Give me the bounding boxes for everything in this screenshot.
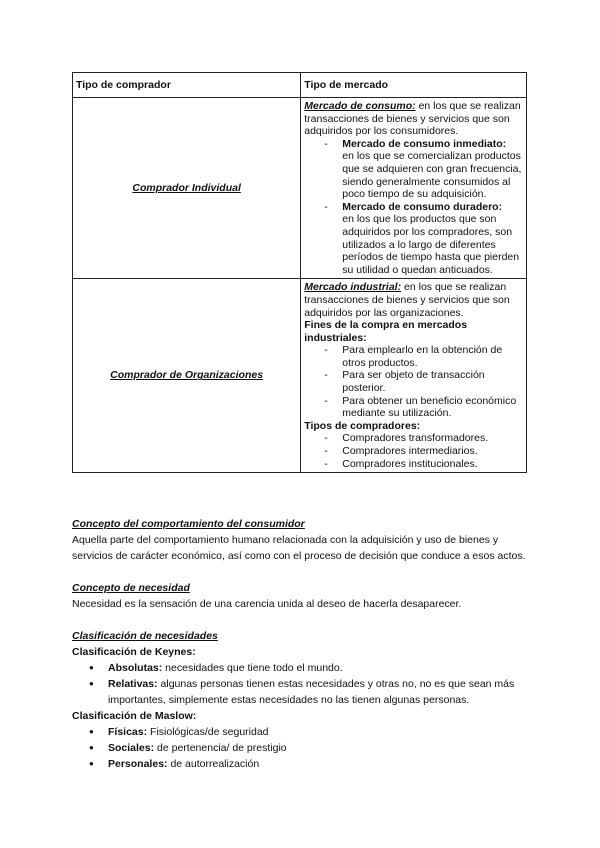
list-item: - Compradores transformadores. — [342, 432, 523, 445]
list-item: - Para obtener un beneficio económico mediante su utilización. — [342, 395, 523, 420]
list-item: ● Relativas: algunas personas tienen estas necesidades y otras no, no es que sean más importantes, simplemente estas necesidades no las tienen algunas personas. — [108, 676, 532, 708]
maslow-title: Clasificación de Maslow: — [72, 710, 197, 722]
tipos-list — [304, 432, 523, 470]
market-title: Mercado de consumo: — [304, 100, 416, 112]
keynes-title: Clasificación de Keynes: — [72, 646, 196, 658]
tipos-title: Tipos de compradores: — [304, 419, 421, 432]
list-item: - Mercado de consumo inmediato: en los que se comercializan productos que se adquieren con gran frecuencia, siendo generalmente consumidos al poco tiempo de su adquisición. — [342, 138, 523, 201]
market-desc: en los que se realizan transacciones de bienes y servicios que son adquiridos por las organizaciones. — [304, 281, 510, 319]
table-header-row — [73, 73, 527, 98]
market-title: Mercado industrial: — [304, 281, 402, 294]
section-title-comportamiento: Concepto del comportamiento del consumidor — [72, 518, 305, 530]
list-item: - Mercado de consumo duradero: en los que los productos que son adquiridos por los compradores, son utilizados a lo largo de diferentes períodos de tiempo hasta que pierden su utilidad o quedan anticuados. — [342, 201, 523, 277]
list-item: ● Sociales: de pertenencia/ de prestigio — [108, 740, 532, 756]
keynes-list — [72, 660, 532, 708]
fines-title: Fines de la compra en mercados industriales: — [304, 319, 468, 344]
list-item: - Compradores institucionales. — [342, 458, 523, 471]
buyer-organizations: Comprador de Organizaciones — [110, 369, 264, 382]
document-body — [72, 516, 532, 772]
fines-list — [304, 344, 523, 420]
market-subtypes — [304, 138, 523, 277]
list-item: - Compradores intermediarios. — [342, 445, 523, 458]
list-item: - Para emplearlo en la obtención de otros productos. — [342, 344, 523, 369]
buyer-market-table — [72, 72, 527, 473]
buyer-cell — [73, 279, 301, 473]
market-cell — [301, 98, 527, 279]
buyer-individual: Comprador Individual — [132, 181, 241, 194]
market-desc: en los que se realizan transacciones de bienes y servicios que son adquiridos por los consumidores. — [304, 100, 521, 138]
paragraph-necesidad: Necesidad es la sensación de una carencia unida al deseo de hacerla desaparecer. — [72, 598, 462, 610]
market-cell — [301, 279, 527, 473]
header-buyer-type: Tipo de comprador — [73, 73, 301, 98]
table-row — [73, 279, 527, 473]
paragraph-comportamiento: Aquella parte del comportamiento humano relacionada con la adquisición y uso de bienes y servicios de carácter económico, así como con el proceso de decisión que conduce a esos actos. — [72, 534, 526, 562]
section-title-necesidad: Concepto de necesidad — [72, 582, 190, 594]
list-item: ● Absolutas: necesidades que tiene todo el mundo. — [108, 660, 532, 676]
buyer-cell — [73, 98, 301, 279]
maslow-list — [72, 724, 532, 772]
section-title-clasificacion: Clasificación de necesidades — [72, 630, 218, 642]
list-item: ● Personales: de autorrealización — [108, 756, 532, 772]
table-row — [73, 98, 527, 279]
list-item: - Para ser objeto de transacción posterior. — [342, 369, 523, 394]
list-item: ● Físicas: Fisiológicas/de seguridad — [108, 724, 532, 740]
header-market-type: Tipo de mercado — [301, 73, 527, 98]
